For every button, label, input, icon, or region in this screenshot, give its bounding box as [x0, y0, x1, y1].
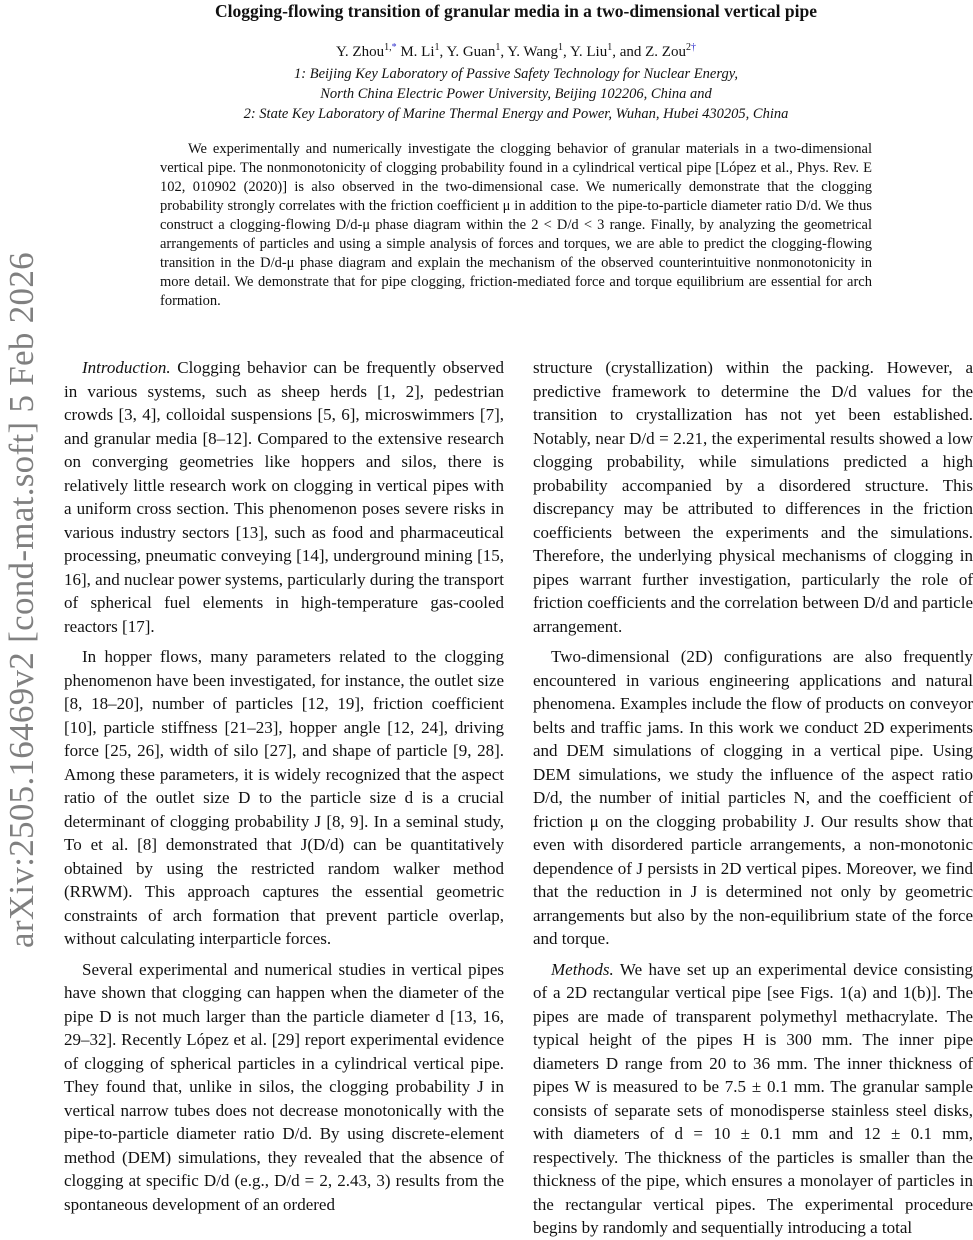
arxiv-sidebar-stamp	[0, 0, 44, 1200]
body-paragraph: structure (crystallization) within the packing. However, a predictive framework to determine the D/d values for the transition to crystallization has not yet been established. Notably, near D/d = 2.21, the experimental results showed a low clogging probability, while simulations predicted a high probability accompanied by a disordered structure. This discrepancy may be attributed to differences in the friction coefficients between the experiments and the simulations. Therefore, the underlying physical mechanisms of clogging in pipes warrant further investigation, particularly the role of friction coefficients and the correlation between D/d and particle arrangement.	[533, 358, 973, 636]
affiliations	[60, 64, 972, 124]
section-lead-methods: Methods.	[551, 959, 614, 979]
author: Y. Guan	[446, 44, 496, 60]
author: Y. Wang	[507, 44, 559, 60]
affiliation-line: North China Electric Power University, Beijing 102206, China and	[320, 86, 712, 102]
arxiv-id: arXiv:2505.16469v2 [cond-mat.soft] 5 Feb 2026	[2, 252, 41, 948]
corresponding-author-mark[interactable]: †	[690, 42, 696, 53]
author: Y. Zhou	[336, 44, 385, 60]
author-affil-sup: 2	[685, 42, 691, 53]
author-affil-sup: 1,	[384, 42, 392, 53]
body-paragraph: Two-dimensional (2D) configurations are also frequently encountered in various engineering applications and natural phenomena. Examples include the flow of products on conveyor belts and traffic jams. In this work we conduct 2D experiments and DEM simulations of clogging in a vertical pipe. Using DEM simulations, we study the influence of the aspect ratio D/d, the number of initial particles N, and the coefficient of friction μ on the clogging probability J. Our results show that even with disordered particle arrangements, a non-monotonic dependence of J persists in 2D vertical pipes. Moreover, we find that the reduction in J is determined not only by geometric arrangements but also by the non-equilibrium state of the force and torque.	[533, 647, 973, 948]
section-lead-introduction: Introduction.	[82, 358, 171, 377]
author-affil-sup: 1	[607, 42, 613, 53]
affiliation-line: 2: State Key Laboratory of Marine Thermal Energy and Power, Wuhan, Hubei 430205, China	[243, 106, 789, 122]
author: M. Li	[400, 44, 435, 60]
author: Y. Liu	[570, 44, 608, 60]
intro-paragraph	[64, 356, 504, 638]
paragraph-text: We have set up an experimental device consisting of a 2D rectangular vertical pipe [see Figs. 1(a) and 1(b)]. The pipes are made of transparent polymethyl methacrylate. The typical height of the pipes H is 300 mm. The inner pipe diameters D range from 20 to 36 mm. The inner thickness of pipes W is measured to be 7.5 ± 0.1 mm. The granular sample consists of separate sets of monodisperse stainless steel disks, with diameters of d = 10 ± 0.1 mm and 12 ± 0.1 mm, respectively. The thickness of the particles is smaller than the thickness of the pipe, which ensures a monolayer of particles in the rectangular vertical pipes. The experimental procedure begins by randomly and sequentially introducing a total	[533, 959, 973, 1237]
right-column	[533, 356, 973, 1237]
author-affil-sup: 1	[434, 42, 440, 53]
methods-paragraph	[533, 958, 973, 1240]
body-paragraph: Several experimental and numerical studies in vertical pipes have shown that clogging can happen when the diameter of the pipe D is not much larger than the particle diameter d [13, 16, 29–32]. Recently López et al. [29] report experimental evidence of clogging of spherical particles in a cylindrical vertical pipe. They found that, unlike in silos, the clogging probability J in vertical narrow tubes does not decrease monotonically with the pipe-to-particle diameter ratio D/d. By using discrete-element method (DEM) simulations, they revealed that the absence of clogging at specific D/d (e.g., D/d = 2, 2.43, 3) results from the spontaneous development of an ordered	[64, 959, 504, 1214]
paragraph-text: Clogging behavior can be frequently observed in various systems, such as sheep herds [1, 2], pedestrian crowds [3, 4], colloidal suspensions [5, 6], microswimmers [7], and granular media [8–12]. Compared to the extensive research on converging geometries like hoppers and silos, there is relatively little research work on clogging in vertical pipes with a uniform cross section. This phenomenon poses severe risks in various industry sectors [13], such as food and pharmaceutical processing, pneumatic conveying [14], underground mining [15, 16], and nuclear power systems, particularly during the transport of spherical fuel elements in high-temperature gas-cooled reactors [17].	[64, 358, 504, 636]
author-affil-sup: 1	[495, 42, 501, 53]
abstract: We experimentally and numerically investigate the clogging behavior of granular materials in a two-dimensional vertical pipe. The nonmonotonicity of clogging probability found in a cylindrical vertical pipe [López et al., Phys. Rev. E 102, 010902 (2020)] is also observed in the two-dimensional case. We numerically demonstrate that the clogging probability strongly correlates with the friction coefficient μ in addition to the pipe-to-particle diameter ratio D/d. We thus construct a clogging-flowing D/d-μ phase diagram within the 2 < D/d < 3 range. Finally, by analyzing the geometrical arrangements of particles and using a simple analysis of forces and torques, we are able to predict the clogging-flowing transition in the D/d-μ phase diagram and explain the mechanism of the observed counterintuitive nonmonotonicity in more detail. We demonstrate that for pipe clogging, friction-mediated force and torque equilibrium are essential for arch formation.	[160, 141, 872, 309]
author-list: Y. Zhou$^{1,*}$ M. Li$^1$, Y. Guan$^1$, Y. Wang$^1$, Y. Liu$^1$, and Z. Zou$^{2\dagger}$	[336, 42, 696, 60]
author: and Z. Zou	[619, 44, 686, 60]
affiliation-line: 1: Beijing Key Laboratory of Passive Safety Technology for Nuclear Energy,	[294, 66, 738, 82]
paper-title: Clogging-flowing transition of granular media in a two-dimensional vertical pipe	[215, 1, 817, 21]
body-paragraph: In hopper flows, many parameters related to the clogging phenomenon have been investigated, for instance, the outlet size [8, 18–20], number of particles [12, 19], friction coefficient [10], particle stiffness [21–23], hopper angle [12, 24], driving force [25, 26], width of silo [27], and shape of particle [9, 28]. Among these parameters, it is widely recognized that the aspect ratio of the outlet size D to the particle size d is a crucial determinant of clogging probability J [8, 9]. In a seminal study, To et al. [8] demonstrated that J(D/d) can be quantitatively obtained by using the restricted random walker method (RRWM). This approach captures the essential geometric constraints of arch formation that prevent particle overlap, without calculating interparticle forces.	[64, 647, 504, 948]
left-column	[64, 356, 504, 1214]
author-affil-sup: 1	[558, 42, 564, 53]
corresponding-author-mark[interactable]: *	[391, 42, 397, 53]
